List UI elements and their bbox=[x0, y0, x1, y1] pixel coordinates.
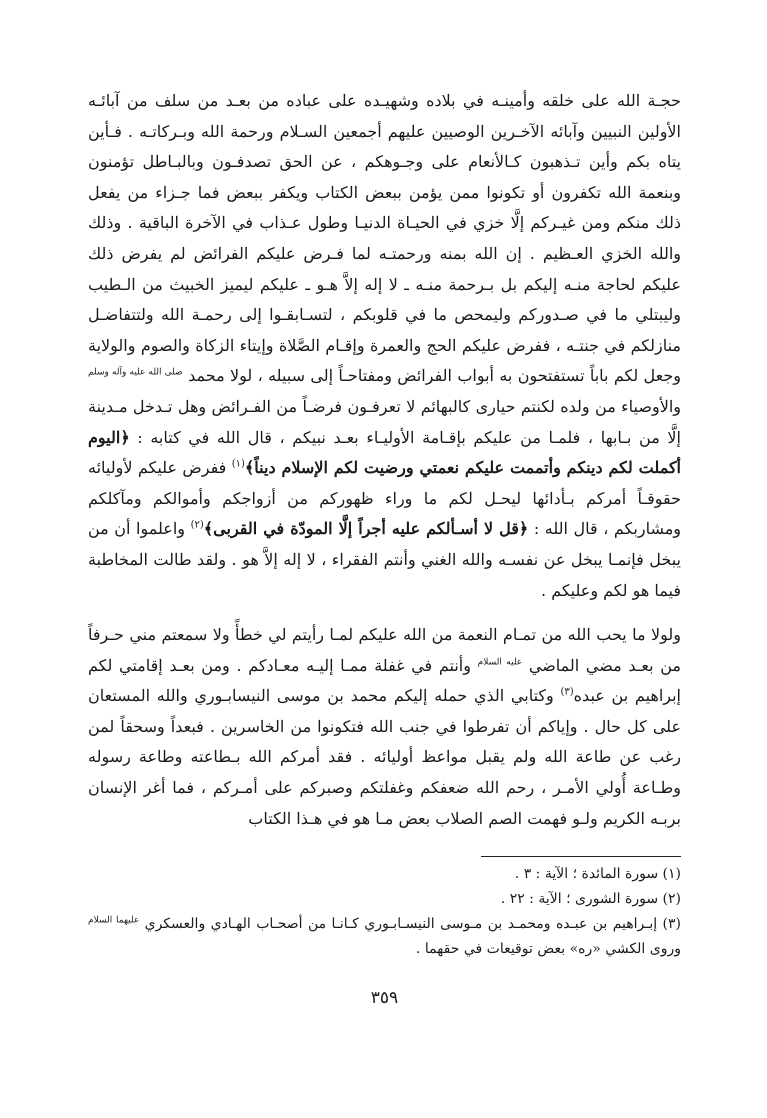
honorific-mark: صلى الله عليه وآله وسلم bbox=[88, 368, 183, 379]
text-span: ولولا ما يحب الله من تمـام النعمة من الله عليكم لمـا رأيتم لي خطأً ولا سمعتم مني حـرفاً من بعـد مضي الماضي bbox=[88, 625, 682, 675]
footnotes bbox=[88, 862, 681, 962]
page-number: ٣٥٩ bbox=[370, 988, 399, 1008]
footnote-2: (٢) سورة الشورى ؛ الآية : ٢٢ . bbox=[500, 891, 681, 907]
footnote-3 bbox=[88, 912, 681, 962]
text-span: وأنتم في غفلة ممـا إليـه معـادكم . ومن بعـد إقامتي لكم إبراهيم بن عبده bbox=[88, 655, 681, 706]
footnote-divider bbox=[481, 856, 681, 857]
honorific-mark: عليه السلام bbox=[477, 657, 523, 668]
footnote-ref: (١) bbox=[231, 458, 245, 470]
text-span: ففرض عليكم لأوليائه حقوقـاً أمركم بـأدائها ليحـل لكم ما وراء ظهوركم من أزواجكم وأموالكم ومآكلكم ومشاربكم ، قال الله : bbox=[88, 458, 682, 539]
book-page bbox=[88, 86, 682, 1008]
footnote-ref: (٣) bbox=[560, 686, 574, 698]
text-span: واعلموا أن من يبخل فإنمـا يبخل عن نفسـه والله الغني وأنتم الفقراء ، لا إله إلاَّ هو . ولقد طالت المخاطبة فيما هو لكم وعليكم . bbox=[88, 519, 681, 600]
honorific-mark: عليهما السلام bbox=[88, 915, 140, 926]
footnote-ref: (٢) bbox=[190, 519, 204, 531]
text-span: حجـة الله على خلقه وأمينـه في بلاده وشهيـده على عباده من بعـد من سلف من آبائـه الأولين النبيين وآبائه الآخـرين الوصيين عليهم أجمعين السـلام ورحمة الله وبـركاتـه . فـأين يتاه بكم وأين تـذهبون كـالأنعام على وجـوهكم ، عن الحق تصدفـون وبالبـاطل تؤمنون وبنعمة الله تكفرون أو تكونوا ممن يؤمن ببعض الكتاب ويكفر ببعض فما جـزاء من يفعل ذلك منكم ومن غيـركم إلَّا خزي في الحيـاة الدنيـا وطول عـذاب في الآخرة الباقية . وذلك والله الخزي العـظيم . إن الله بمنه ورحمتـه لما فـرض عليكم الفرائض لم يفرض ذلك عليكم لحاجة منـه إليكم بل بـرحمة منـه ـ لا إله إلاَّ هـو ـ عليكم ليميز الخبيث من الـطيب وليبتلي ما في صـدوركم وليمحص ما في قلوبكم ، لتسـابقـوا إلى رحمـة الله ولتتفاضـل منازلكم في جنتـه ، ففرض عليكم الحج والعمرة وإقـام الصَّلاة وإيتاء الزكاة والصوم والولاية وجعل لكم باباً تستفتحون به أبواب الفرائض ومفتاحـاً إلى سبيله ، لولا محمد bbox=[88, 91, 681, 386]
paragraph-2 bbox=[88, 620, 681, 834]
footnote-1: (١) سورة المائدة ؛ الآية : ٣ . bbox=[514, 866, 681, 882]
paragraph-1 bbox=[88, 86, 681, 606]
quran-quote: ﴿اليوم أكملت لكم دينكم وأتممت عليكم نعمتي ورضيت لكم الإسلام ديناً﴾ bbox=[88, 427, 682, 478]
text-span: والأوصياء من ولده لكنتم حيارى كالبهائم لا تعرفـون فرضـاً من الفـرائض وهل تـدخل مـدينة إلَّا من بـابها ، فلمـا من عليكم بإقـامة الأوليـاء بعـد نبيكم ، قال الله في كتابه : bbox=[88, 396, 681, 447]
text-span: وكتابي الذي حمله إليكم محمد بن موسى النيسابـوري والله المستعان على كل حال . وإياكم أن تفرطوا في جنب الله فتكونوا من الخاسرين . فبعداً وسحقاً لمن رغب عن طاعة الله ولم يقبل مواعظ أوليائه . فقد أمركم الله بـطاعته وطاعة رسوله وطـاعة أُولي الأمـر ، رحم الله ضعفكم وغفلتكم وصبركم على أمـركم ، فما أغر الإنسان بربـه الكريم ولـو فهمت الصم الصلاب بعض مـا هو في هـذا الكتاب bbox=[88, 686, 681, 828]
footnote-text: وروى الكشي «ره» بعض توقيعات في حقهما . bbox=[415, 941, 681, 957]
quran-quote: ﴿قل لا أسـألكم عليه أجراً إلَّا المودّة في القربى﴾ bbox=[203, 519, 529, 539]
footnote-text: (٣) إبـراهيم بن عبـده ومحمـد بن مـوسى النيسـابـوري كـانـا من أصحـاب الهـادي والعسكري bbox=[144, 916, 681, 932]
